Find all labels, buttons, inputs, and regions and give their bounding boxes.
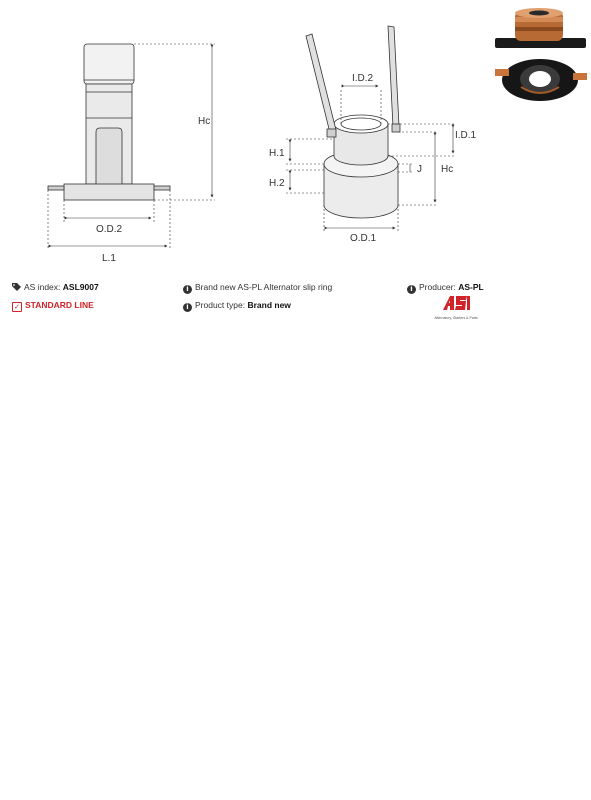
info-icon: i xyxy=(183,285,192,294)
standard-line xyxy=(12,300,94,312)
dim-od2: O.D.2 xyxy=(96,224,123,235)
dim-h1: H.1 xyxy=(269,148,285,159)
as-pl-logo xyxy=(428,296,484,318)
dim-od1: O.D.1 xyxy=(350,233,377,244)
producer-label: Producer: xyxy=(419,282,456,292)
perspective-view xyxy=(306,26,400,218)
dim-id2: I.D.2 xyxy=(352,73,374,84)
product-photo xyxy=(493,5,588,103)
producer-value: AS-PL xyxy=(458,282,484,292)
info-icon: i xyxy=(183,303,192,312)
as-index-label: AS index: xyxy=(24,282,61,292)
dim-id1: I.D.1 xyxy=(455,130,477,141)
description-text: Brand new AS-PL Alternator slip ring xyxy=(195,282,333,292)
product-description xyxy=(183,282,332,294)
side-view xyxy=(48,44,170,200)
as-index-value: ASL9007 xyxy=(62,282,99,292)
checkbox-icon: ✓ xyxy=(12,302,22,312)
info-icon: i xyxy=(407,285,416,294)
product-type xyxy=(183,300,291,312)
standard-line-label: STANDARD LINE xyxy=(25,300,94,310)
product-type-label: Product type: xyxy=(195,300,246,310)
dim-hc-left: Hc xyxy=(198,116,211,127)
dim-l1: L.1 xyxy=(102,253,116,264)
dim-hc-right: Hc xyxy=(441,164,454,175)
product-type-value: Brand new xyxy=(247,300,291,310)
tag-icon xyxy=(12,283,21,291)
producer xyxy=(407,282,484,294)
logo-mark xyxy=(441,296,471,310)
logo-tagline: Alternatory, Starters & Parts xyxy=(434,316,478,320)
as-index xyxy=(12,282,99,293)
dim-j: J xyxy=(417,164,422,175)
dim-h2: H.2 xyxy=(269,178,285,189)
